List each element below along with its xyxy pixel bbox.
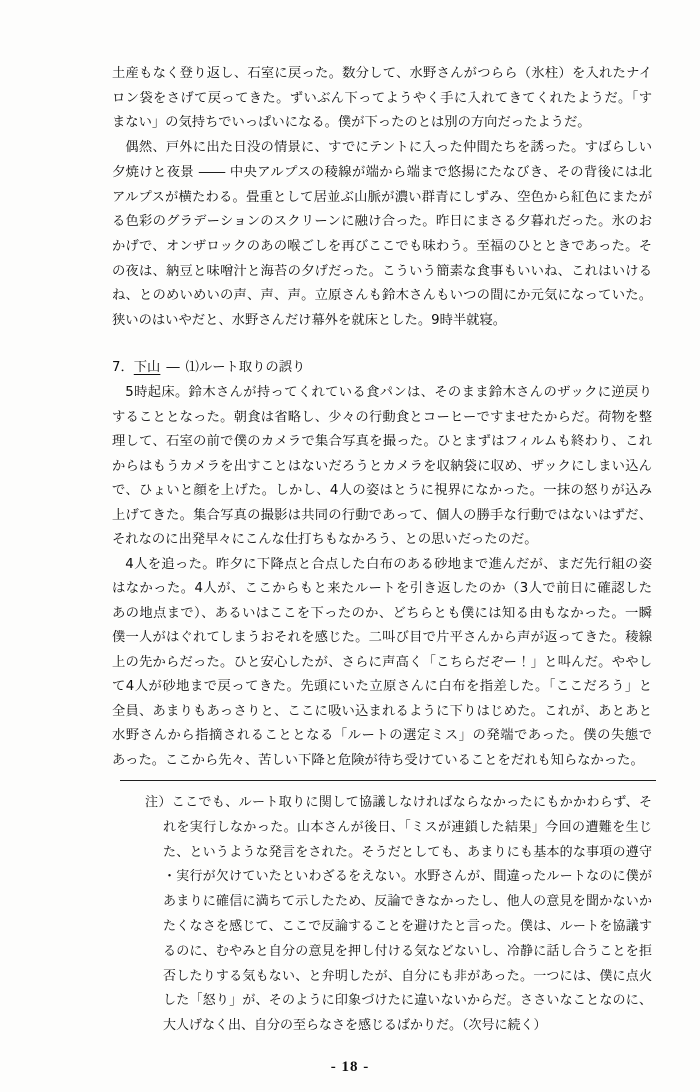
text-line: 5時起床。鈴木さんが持ってくれている食パンは、そのまま鈴木さんのザックに逆戻り — [125, 385, 652, 400]
text-line: ・実行が欠けていたといわざるをえない。水野さんが、間違ったルートなのに僕が — [163, 869, 652, 885]
text-line: で、ひょいと顔を上げた。しかし、4人の姿はとうに視界になかった。一抹の怒りが込み — [112, 483, 652, 498]
text-line: 否したりする気もない、と弁明したが、自分にも非があった。一つには、僕に点火 — [163, 968, 652, 984]
text-line: からはもうカメラを出すことはないだろうとカメラを収納袋に収め、ザックにしまい込ん — [112, 458, 652, 474]
body-text-upper — [112, 62, 652, 334]
text-line: て4人が砂地まで戻ってきた。先頭にいた立原さんに白布を指差した。「ここだろう」と — [112, 679, 652, 694]
text-line: 偶然、戸外に出た日没の情景に、すでにテントに入った仲間たちを誘った。すばらしい — [125, 140, 652, 156]
text-line: れを実行しなかった。山本さんが後日、「ミスが連鎖した結果」今回の遭難を生じ — [163, 819, 652, 835]
text-line: た、というような発言をされた。そうだとしても、あまりにも基本的な事項の遵守 — [163, 844, 652, 860]
body-text-section — [112, 381, 652, 773]
text-line: 大人げなく出、自分の至らなさを感じるばかりだ。（次号に続く） — [163, 1018, 547, 1034]
text-line: 土産もなく登り返し、石室に戻った。数分して、水野さんがつらら（氷柱）を入れたナイ — [112, 66, 652, 81]
text-line: することとなった。朝食は省略し、少々の行動食とコーヒーですませたからだ。荷物を整 — [112, 409, 652, 425]
footnote — [145, 791, 652, 1039]
text-line: の夜は、納豆と味噌汁と海苔の夕げだった。こういう簡素な食事もいいね、これはいける — [112, 263, 652, 279]
note-divider — [120, 780, 656, 781]
text-line: かげで、オンザロックのあの喉ごしを再びここでも味わう。至福のひとときであった。そ — [112, 238, 652, 254]
section-dash: ― — [166, 360, 180, 375]
text-line: それなのに出発早々にこんな仕打ちもなかろう、との思いだったのだ。 — [112, 532, 538, 547]
page-number: - 18 - — [330, 1059, 370, 1075]
paragraph-morning — [112, 381, 652, 553]
text-line: 4人を追った。昨夕に下降点と合点した白布のある砂地まで進んだが、まだ先行組の姿 — [125, 556, 652, 572]
text-line: 上の先からだった。ひと安心したが、さらに声高く「こちらだぞー！」と叫んだ。ややし — [112, 654, 652, 670]
text-line: あの地点まで）、あるいはここを下ったのか、どちらとも僕には知る由もなかった。一瞬 — [112, 605, 652, 621]
text-line: 全員、あまりもあっさりと、ここに吸い込まれるように下りはじめた。これが、あとあと — [112, 703, 652, 719]
text-line: 理して、石室の前で僕のカメラで集合写真を撮った。ひとまずはフィルムも終わり、これ — [112, 434, 652, 449]
section-title: 下山 — [133, 360, 161, 375]
text-line: 夕焼けと夜景 ―― 中央アルプスの稜線が端から端まで悠揚にたなびき、その背後には北 — [112, 164, 652, 180]
text-line: ね、とのめいめいの声、声、声。立原さんも鈴木さんもいつの間にか元気になっていた。 — [112, 288, 652, 304]
text-line: たくなさを感じて、ここで反論することを避けたと言った。僕は、ルートを協議す — [163, 918, 652, 934]
text-line: ロン袋をさげて戻ってきた。ずいぶん下ってようやく手に入れてきてくれたようだ。「す — [112, 90, 652, 106]
section-subtitle: ⑴ルート取りの誤り — [185, 360, 306, 375]
text-line: 水野さんから指摘されることとなる「ルートの選定ミス」の発端であった。僕の失態で — [112, 728, 652, 743]
paragraph-continuation — [112, 62, 652, 136]
text-line: 上げてきた。集合写真の撮影は共同の行動であって、個人の勝手な行動ではないはずだ、 — [112, 507, 652, 523]
paragraph-sunset — [112, 136, 652, 334]
text-line: るのに、むやみと自分の意見を押し付ける気などないし、冷静に話し合うことを拒 — [163, 943, 652, 959]
text-line: アルプスが横たわる。畳重として居並ぶ山脈が濃い群青にしずみ、空色から紅色にまたが — [112, 189, 652, 205]
section-heading — [112, 356, 305, 381]
section-number: 7． — [112, 360, 134, 375]
text-line: あった。ここから先々、苦しい下降と危険が待ち受けていることをだれも知らなかった。 — [112, 752, 644, 768]
paragraph-route — [112, 553, 652, 774]
text-line: した「怒り」が、そのように印象づけたに違いないからだ。ささいなことなのに、 — [163, 993, 652, 1009]
text-line: まない」の気持ちでいっぱいになる。僕が下ったのとは別の方向だったようだ。 — [112, 115, 591, 131]
text-line: 注）ここでも、ルート取りに関して協議しなければならなかったにもかかわらず、そ — [145, 795, 652, 810]
text-line: る色彩のグラデーションのスクリーンに融け合った。昨日にまさる夕暮れだった。氷のお — [112, 214, 652, 230]
text-line: 僕一人がはぐれてしまうおそれを感じた。二叫び目で片平さんから声が返ってきた。稜線 — [112, 630, 652, 645]
text-line: はなかった。4人が、ここからもと来たルートを引き返したのか（3人で前日に確認した — [112, 581, 652, 596]
text-line: 狭いのはいやだと、水野さんだけ幕外を就床とした。9時半就寝。 — [112, 313, 507, 329]
text-line: あまりに確信に満ちて示したため、反論できなかったし、他人の意見を聞かないか — [163, 894, 652, 910]
